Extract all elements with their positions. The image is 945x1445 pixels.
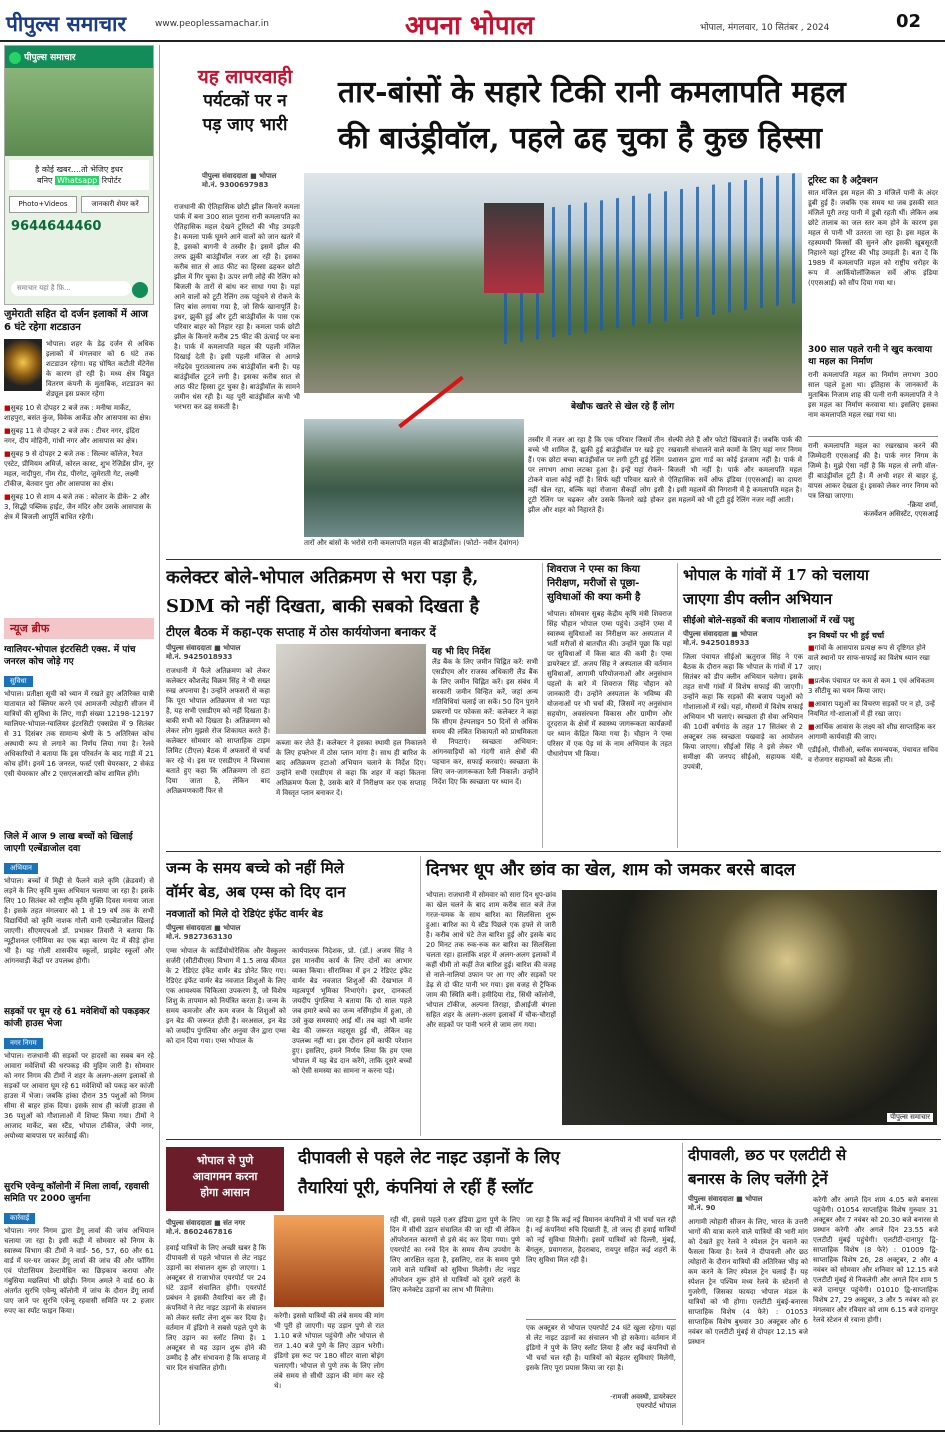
instructions-heading: यह भी दिए निर्देश bbox=[432, 647, 491, 657]
sidebar: टूरिस्ट का है अट्रैक्शन सात मंजिल इस महल की 3 मंजिलें पानी के अंदर डूबी हुई हैं। जबकि एक समय था जब इसकी सात मंजिलें पूरी तरह पानी में डूबी रहती थीं। लेकिन अब छोटे तालाब का जल स्तर कम होने के कारण इस महल से पानी भी उतरता जा रहा है। इस महल के रहस्यमयी किस्सों की सुनने और इसकी खूबसूरती निहारने यहां टूरिस्ट की भीड़ उमड़ती है। बता दें कि 1989 में कमलापति महल को राष्ट्रीय धरोहर के रूप में आर्कियोलॉजिकल सर्वे ऑफ इंडिया (एएसआई) को सौंप दिया गया था। 300 साल पहले रानी ने खुद करवाया था महल का निर्माण रानी कमलापति महल का निर्माण लगभग 300 साल पहले हुआ था। इतिहास के जानकारों के मुताबिक निजाम शाह की पत्नी रानी कमलापति ने ने इस महल का निर्माण करवाया था। इसलिए इसका नाम कमलापति महल रखा गया था। रानी कमलापति महल का रखरखाव करने की जिम्मेदारी एएसआई की है। पार्क नगर निगम के जिम्मे है। मुझे ऐसा नहीं है कि महल से लगी वॉल- ही बाउंड्रीवॉल टूटी है। मैं अभी शहर से बाहर हूं, वापस आकर देखता हूं। इसको लेकर नगर निगम को पत्र लिखा जाएगा। -क्रिया शर्मा, कंजर्वेशन असिस्टेंट, एएसआई bbox=[808, 176, 938, 518]
clean-deck: सीईओ बोले-सड़कों की बजाय गोशालाओं में रखें पशु bbox=[683, 616, 855, 626]
airplane-photo bbox=[274, 1215, 384, 1307]
brief-text: भोपाल। बच्चों में मिट्टी से फैलने वाले कृमि (क्रेडवर्म) से लड़ने के लिए कृमि मुक्त अभियान चलाया जा रहा है। इसके लिए 10 सितंबर को राष्ट्रीय कृमि मुक्ति दिवस मनाया जाता है। इसके तहत मंगलवार को 1 से 19 वर्ष तक के सभी विद्यार्थियों को कृमि नाशक गोली यानी एल्बेंडाजोल खिलाई जाएगी। सीएमएचओ डॉ. प्रभाकर तिवारी ने बताया कि न्यूट्रीशनल एनीमिया का एक बड़ा कारण पेट में कीड़े होना भी है। यह गोली शासकीय स्कूलों, प्राइवेट स्कूलों और आंगनवाड़ी केंद्रों पर उपलब्ध होगी। bbox=[4, 877, 154, 965]
kamlapati-col3: सेल्फी लेते हैं और फोटो खिंचवाते हैं। जबकि पार्क की रखवाली संभालने वाले कामों के लिए यहां नगर निगम प्रशासन द्वारा गार्ड का कोई इंतजाम नहीं है। पार्क में बिजली भी नहीं है। पार्क और कमलापति महल ऐतिहासिक सर्वे ऑफ इंडिया (एएसआई) का दायरा है। इसी महलमें की निगरानी में है कमलापति महल है। इस महलमें को भी टूटी हुई रेलिंग नजर नहीं आती। bbox=[668, 436, 802, 504]
quote-box: रानी कमलापति महल का रखरखाव करने की जिम्मेदारी एएसआई की है। पार्क नगर निगम के जिम्मे है। मुझे ऐसा नहीं है कि महल से लगी वॉल- ही बाउंड्रीवॉल टूटी है। मैं अभी शहर से बाहर हूं, वापस आकर देखता हूं। इसको लेकर नगर निगम को पत्र लिखा जाएगा। -क्रिया शर्मा, कंजर्वेशन असिस्टेंट, एएसआई bbox=[808, 436, 938, 519]
warmer-bed-article: जन्म के समय बच्चे को नहीं मिले वॉर्मर बेड, अब एम्स को दिए दान नवजातों को मिले दो रेडिएंट इंफेंट वार्मर बेड पीपुल्स संवाददाता ■ भोपाल मो.नं. 9827363130 एम्स भोपाल के कार्डियोथोरेसिक और वैस्कुलर सर्जरी (सीटीवीएस) विभाग में 1.5 लाख कीमत के 2 रेडिएंट इंफेंट वार्मर बेड डोनेट किए गए। रेडिएंट इंफेंट वार्मर बेड नवजात शिशुओं के लिए एक आवश्यक चिकित्सा उपकरण है, जो विशेष शिशु के तापमान को नियंत्रित करता है। जन्म के समय कमजोर और कम वजन के शिशुओं को इन बेड की जरूरत होती है। वरअसल, इन बेड को जयदीप पुंगलिया और अनुवा जैन द्वारा एम्स को दान दिया गया। एम्स भोपाल के कार्यपालक निदेशक, प्रो. (डॉ.) अजय सिंह ने इस मानवीय कार्य के लिए दोनों का आभार व्यक्त किया। सीरामिका में इन 2 रेडिएंट इंफेंट वार्मर बेड नवजात शिशुओं की देखभाल में महत्वपूर्ण भूमिका निभाएंगे। इधर, दानकर्ता जयदीप पुंगलिया ने बताया कि दो साल पहले जब हमारे बच्चे का जन्म नर्सिंगहोम में हुआ, तो उसे कुछ समस्याएं आई थीं। तब वहां भी वार्मर बेड की जरूरत महसूस हुई थी, लेकिन वह उपलब्ध नहीं था। इस दौरान हमें काफी परेशान हुए। इसलिए, हमने निर्णय लिया कि हम एम्स भोपाल में यह बेड दान करेंगे, ताकि दूसरे बच्चों को ऐसी समस्या का सामना न करना पड़े। bbox=[166, 856, 416, 1136]
news-brief-column bbox=[4, 618, 154, 1426]
photo-credit: पीपुल्स समाचार bbox=[887, 1113, 933, 1122]
byline: पीपुल्स संवाददाता ■ भोपाल bbox=[166, 644, 241, 652]
masthead bbox=[0, 0, 945, 42]
promo-photo bbox=[5, 68, 153, 156]
warmer-headline: जन्म के समय बच्चे को नहीं मिले वॉर्मर बेड, अब एम्स को दिए दान bbox=[166, 859, 346, 901]
collector-deck: टीएल बैठक में कहा-एक सप्ताह में ठोस कार्ययोजना बनाकर दें bbox=[166, 625, 436, 639]
clean-point: ■ आर्थिक आवास के लक्ष्य को शीघ्र साप्ताहिक कर आगामी कार्यवाही की जाए। bbox=[808, 722, 938, 742]
railing bbox=[504, 173, 802, 344]
masthead-url[interactable]: www.peoplessamachar.in bbox=[155, 19, 269, 29]
brief-headline: सड़कों पर घूम रहे 61 मवेशियों को पकड़कर कांजी हाउस भेजा bbox=[4, 1007, 150, 1029]
trains-headline: दीपावली, छठ पर एलटीटी से बनारस के लिए चलेंगी ट्रेनें bbox=[688, 1146, 847, 1188]
power-shutdown-article bbox=[4, 308, 154, 614]
shutdown-item: ■ सुबह 10 से दोपहर 2 बजे तक : मनीषा मार्केट, शाहपुरा, बसंत कुंज, विवेक आर्केड और आसपास का क्षेत्र। bbox=[4, 403, 154, 423]
clean-point: ■ प्रत्येक पंचायत पर कम से कम 1 एवं अधिकतम 3 सीटीयू का चयन किया जाए। bbox=[808, 676, 938, 696]
trains-article: दीपावली, छठ पर एलटीटी से बनारस के लिए चलेंगी ट्रेनें पीपुल्स संवाददाता ■ भोपाल मो.नं. 90 आगामी त्योहारी सीजन के लिए, भारत के उत्तरी भागों की यात्रा करने वाले यात्रियों की भारी मांग को देखते हुए रेलवे ने स्पेशल ट्रेन चलाने का फैसला किया है। रेलवे ने दीपावली और छठ त्योहारों के दौरान यात्रियों की अतिरिक्त भीड़ को कम करने के लिए स्पेशल ट्रेन चलाई हैं। यह स्पेशल ट्रेन पश्चिम मध्य रेलवे के स्टेशनों से गुजरेगी, जिसका फायदा भोपाल मंडल के यात्रियों को भी होगा। एलटीटी मुंबई-बनारस साप्ताहिक विशेष (4 फेरे) : 01053 साप्ताहिक विशेष बुधवार 30 अक्टूबर और 6 नवंबर को एलटीटी मुंबई से दोपहर 12.15 बजे प्रस्थान करेगी और अगले दिन शाम 4.05 बजे बनारस पहुंचेगी। 01054 साप्ताहिक विशेष गुरुवार 31 अक्टूबर और 7 नवंबर को 20.30 बजे बनारस से प्रस्थान करेगी और अगले दिन 23.55 बजे एलटीटी मुंबई पहुंचेगी। एलटीटी-दानापुर द्वि-साप्ताहिक विशेष (8 फेरे) : 01009 द्वि-साप्ताहिक विशेष 26, 28 अक्टूबर, 2 और 4 नवंबर को सोमवार और शनिवार को 12.15 बजे एलटीटी मुंबई से निकलेगी और अगले दिन शाम 5 बजे दानापुर पहुंचेगी। 01010 द्वि-साप्ताहिक विशेष 27, 29 अक्टूबर, 3 और 5 नवंबर को हर मंगलवार और रविवार को शाम 6.15 बजे दानापुर रेलवे स्टेशन से रवाना होगी। bbox=[682, 1143, 941, 1425]
brief-tag: सुविधा bbox=[4, 676, 33, 687]
page-number: 02 bbox=[896, 11, 922, 32]
trains-col1: आगामी त्योहारी सीजन के लिए, भारत के उत्तरी भागों की यात्रा करने वाले यात्रियों की भारी मांग को देखते हुए रेलवे ने स्पेशल ट्रेन चलाने का फैसला किया है। रेलवे ने दीपावली और छठ त्योहारों के दौरान यात्रियों की अतिरिक्त भीड़ को कम करने के लिए स्पेशल ट्रेन चलाई हैं। यह स्पेशल ट्रेन पश्चिम मध्य रेलवे के स्टेशनों से गुजरेगी, जिसका फायदा भोपाल मंडल के यात्रियों को भी होगा। एलटीटी मुंबई-बनारस साप्ताहिक विशेष (4 फेरे) : 01053 साप्ताहिक विशेष बुधवार 30 अक्टूबर और 6 नवंबर को एलटीटी मुंबई से दोपहर 12.15 बजे प्रस्थान bbox=[688, 1218, 808, 1346]
warmer-col2: कार्यपालक निदेशक, प्रो. (डॉ.) अजय सिंह ने इस मानवीय कार्य के लिए दोनों का आभार व्यक्त किया। सीरामिका में इन 2 रेडिएंट इंफेंट वार्मर बेड नवजात शिशुओं की देखभाल में महत्वपूर्ण भूमिका निभाएंगे। इधर, दानकर्ता जयदीप पुंगलिया ने बताया कि दो साल पहले जब हमारे बच्चे का जन्म नर्सिंगहोम में हुआ, तो उसे कुछ समस्याएं आई थीं। तब वहां भी वार्मर बेड की जरूरत महसूस हुई थी, लेकिन वह उपलब्ध नहीं था। इस दौरान हमें काफी परेशान हुए। इसलिए, हमने निर्णय लिया कि हम एम्स भोपाल में यह बेड दान करेंगे, ताकि दूसरे बच्चों को ऐसी समस्या का सामना न करना पड़े। bbox=[292, 947, 412, 1075]
rain-article bbox=[420, 856, 941, 1136]
meeting-photo bbox=[276, 644, 426, 734]
masthead-logo: पीपुल्स समाचार bbox=[6, 11, 127, 36]
brief-tag: अभियान bbox=[4, 863, 38, 874]
news-brief-label: न्यूज ब्रीफ bbox=[4, 618, 154, 639]
aiims-text: भोपाल। सोमवार सुबह केंद्रीय कृषि मंत्री शिवराज सिंह चौहान भोपाल एम्स पहुंचे। उन्होंने एम्स में स्वास्थ्य सुविधाओं का निरीक्षण कर अस्पताल में भर्ती मरीजों से बातचीत की। उन्होंने पूछा कि यहां पर सुविधाओं में किस बात की कमी है। एम्स डायरेक्टर डॉ. अजय सिंह ने अस्पताल की वर्तमान सुविधाओं, आगामी परियोजनाओं और अनुसंधान पहलों के बारे में शिवराज सिंह चौहान को जानकारी दी। उन्होंने अस्पताल के भविष्य की योजनाओं पर भी चर्चा की, जिसमें नए अनुसंधान सहयोग, अवसंरचना विकास और ग्रामीण और दूरदराज के क्षेत्रों में स्वास्थ्य जागरूकता कार्यक्रमों पर ध्यान केंद्रित किया गया है। चौहान ने एम्स परिसर में एक पेड़ मां के नाम अभियान के तहत पौधारोपण भी किया। bbox=[547, 610, 672, 758]
kicker: यह लापरवाही पर्यटकों पर न पड़ जाए भारी bbox=[197, 66, 293, 135]
phone-header: पीपुल्स समाचार bbox=[5, 46, 153, 68]
collector-col1: राजधानी में फैले अतिक्रमण को लेकर कलेक्टर कौशलेंद्र विक्रम सिंह ने भी सख्त रुख अपनाया है। उन्होंने अफसरों से कहा कि पूरा भोपाल अतिक्रमण से भरा पड़ा है, यह सभी एसडीएम को नहीं दिखता है। बाकी सभी को दिखता है। अतिक्रमण को लेकर लोग मुझसे रोज शिकायत करते हैं। कलेक्टर सोमवार को साप्ताहिक टाइम लिमिट (टीएल) बैठक में अफसरों से चर्चा कर रहे थे। इस पर एसडीएम ने विश्वास बताते हुए कहा कि अतिक्रमण तो हटा दिया जाता है, लेकिन बाद अतिक्रमणकारी फिर से bbox=[166, 667, 270, 795]
whatsapp-icon bbox=[9, 52, 21, 64]
shutdown-item: ■ सुबह 9 से दोपहर 2 बजे तक : सिल्वर कॉलेज, रैयत एस्टेट, प्रीमियम अमिर्ज, कोरल कास्ट, शुभ रेजिडेंस प्रीन, नूर महल, नादीपुरा, नीम रोड, पीरगेट, जुमेराती गेट, लक्ष्मी टॉकीज, बेतवार पुरा और आसपास का क्षेत्र। bbox=[4, 449, 154, 489]
instructions-text: लैंड बैंक के लिए जमीन चिह्नित करें: सभी एसडीएम और राजस्व अधिकारी लैंड बैंक के लिए जमीन चिह्नित करें। इस संबंध में सरकारी जमीन विन्हित करें, जहां अन्य गतिविधियां चलाई जा सकें। 50 दिन पुराने प्रकरणों पर फोकस करें: कलेक्टर ने कहा कि सीएम हेल्पलाइन 50 दिनों से अधिक समय की लंबित शिकायतों को प्राथमिकता से निपटाएं। स्वच्छता अभियान: आंगनवाड़ियों को गंदगी वाले क्षेत्रों की पहचान कर, सफाई करवाएं। स्वच्छता के लिए जन-जागरूकता रैली निकालें। उन्होंने निर्देश दिए कि स्वच्छता पर ध्यान दें। bbox=[432, 658, 538, 786]
brief-text: भोपाल। नगर निगम द्वारा डेंगू लार्वा की जांच अभियान चलाया जा रहा है। इसी कड़ी में सोमवार को निगम के स्वास्थ्य विभाग की टीमों ने वार्ड- 56, 57, 60 और 61 वार्ड में घर-घर जाकर डेंगू लार्वा की जांच की और फॉगिंग एवं पोटासियम डेल्टामेथ्रिन का छिड़काव कराया और गंबुसिया मछलियां भी छोड़ी। निगम अमले ने वार्ड 60 के अंतर्गत सुरभि एवेन्यू कॉलोनी में जांच के दौरान डेंगू लार्वा पाए जाने पर सुरभि एवेन्यू रहवासी समिति पर 2 हजार रुपए का स्पॉट फाइन किया। bbox=[4, 1227, 154, 1315]
aiims-headline: शिवराज ने एम्स का किया निरीक्षण, मरीजों से पूछा-सुविधाओं की क्या कमी है bbox=[547, 564, 641, 603]
brief-tag: कार्रवाई bbox=[4, 1213, 35, 1224]
lake-photo bbox=[304, 419, 524, 537]
brief-headline: जिले में आज 9 लाख बच्चों को खिलाई जाएगी एल्बेंडाजोल दवा bbox=[4, 832, 133, 854]
brief-tag: नगर निगम bbox=[4, 1038, 43, 1049]
promo-text: है कोई खबर....तो भेजिए इधर बनिए Whatsapp रिपोर्टर bbox=[9, 160, 149, 190]
clean-headline: भोपाल के गांवों में 17 को चलाया जाएगा डीप क्लीन अभियान bbox=[683, 566, 869, 608]
flights-col4: जा रहा है कि कई नई विमानन कंपनियों ने भी चर्चा चल रही है। नई कंपनियां रुचि दिखाती हैं, तो जल्द ही हवाई यात्रियों को नई सुविधा मिलेगी। इसमें यात्रियों को दिल्ली, मुंबई, बेंगलुरु, प्रयागराज, हैदराबाद, रायपुर सहित कई शहरों के लिए सुविधा मिल रही है। bbox=[526, 1216, 676, 1264]
collector-headline: कलेक्टर बोले-भोपाल अतिक्रमण से भरा पड़ा है, SDM को नहीं दिखता, बाकी सबको दिखता है bbox=[166, 567, 480, 617]
quote-box: एक अक्टूबर से भोपाल एयरपोर्ट 24 घंटे खुला रहेगा। यहां से लेट नाइट उड़ानों का संचालन भी हो सकेगा। वर्तमान में इंडिगो ने पुणे के लिए स्लॉट लिया है और कई कंपनियों से भी चर्चा चल रही है। यात्रियों को बेहतर सुविधाएं मिलेंगी, इसके लिए पूरा प्रयास किया जा रहा है। -रामजी अवस्थी, डायरेक्टर एयरपोर्ट भोपाल bbox=[526, 1319, 676, 1411]
rain-headline: दिनभर धूप और छांव का खेल, शाम को जमकर बरसे बादल bbox=[426, 860, 796, 880]
brief-text: भोपाल। राजधानी की सड़कों पर हादसों का सबब बन रहे आवारा मवेशियों की धरपकड़ की मुहिम जारी है। सोमवार को नगर निगम की टीमों ने शहर के अलग-अलग इलाकों से सड़कों पर आवारा घूम रहे 61 मवेशियों को पकड़ कर कांजी हाउस में भेजा। जबकि हांका दौरान 35 पशुओं को निगम सीमा से बाहर हांक दिया। इसके साथ ही कांजी हाउस से 36 पशुओं को गौशालाओं में शिफ्ट किया गया। टीमों ने आजाद मार्केट, बस स्टैंड, भोपाल टॉकीज, जेपी नगर, अयोध्या बायपास पर कार्रवाई की। bbox=[4, 1052, 154, 1140]
trains-col2: करेगी और अगले दिन शाम 4.05 बजे बनारस पहुंचेगी। 01054 साप्ताहिक विशेष गुरुवार 31 अक्टूबर और 7 नवंबर को 20.30 बजे बनारस से प्रस्थान करेगी और अगले दिन 23.55 बजे एलटीटी मुंबई पहुंचेगी। एलटीटी-दानापुर द्वि-साप्ताहिक विशेष (8 फेरे) : 01009 द्वि-साप्ताहिक विशेष 26, 28 अक्टूबर, 2 और 4 नवंबर को सोमवार और शनिवार को 12.15 बजे एलटीटी मुंबई से निकलेगी और अगले दिन शाम 5 बजे दानापुर पहुंचेगी। 01010 द्वि-साप्ताहिक विशेष 27, 29 अक्टूबर, 3 और 5 नवंबर को हर मंगलवार और रविवार को शाम 6.15 बजे दानापुर रेलवे स्टेशन से रवाना होगी। bbox=[813, 1196, 938, 1324]
rain-text: भोपाल। राजधानी में सोमवार को सारा दिन धूप-छांव का खेल चलने के बाद शाम करीब सात बजे तेज गरज-चमक के साथ बारिश का सिलसिला शुरू हुआ। बारिश का ये स्टैंड पिछले एक हफ्ते से जारी है। करीब आधे घंटे तेज बारिश हुई और इसके बाद 20 मिनट तक रुक-रुक कर बारिश का सिलसिला चलता रहा। हालांकि शहर में अलग-अलग इलाकों में कहीं धीमी तो कहीं तेज बारिश हुई। बारिश की वजह से नाले-नालियां उफान पर आ गए और सड़कों पर डेढ़ से दो फीट पानी भर गया। इस वजह से ट्रैफिक जाम की स्थिति बनी। हमीदिया रोड, सिंधी कॉलोनी, भोपाल टॉकीज, अल्पना तिराहा, डीआईजी बंगला सहित शहर के अलग-अलग इलाकों में चौक-चौराहों और सड़कों पर पानी भरने से जाम लग गया। bbox=[426, 891, 556, 1029]
photo-caption: बेखौफ खतरे से खेल रहे हैं लोग bbox=[571, 402, 675, 412]
photo-videos-button[interactable]: Photo+Videos bbox=[9, 196, 77, 213]
shutdown-item: ■ सुबह 11 से दोपहर 2 बजे तक : टीचर नगर, इंद्रिरा नगर, दीप मोहिनी, गांधी नगर और आसपास का क्षेत्र। bbox=[4, 426, 154, 446]
mic-icon[interactable] bbox=[132, 282, 148, 298]
kamlapati-article bbox=[166, 45, 941, 557]
byline: पीपुल्स संवाददाता ■ भोपाल मो.नं. 9300697983 bbox=[202, 172, 277, 189]
clean-point: ■ आवारा पशुओं का विचरण सड़कों पर न हो, उन्हें नियमित गो-शालाओं में ही रखा जाए। bbox=[808, 699, 938, 719]
brief-headline: ग्वालियर-भोपाल इंटरसिटी एक्स. में पांच जनरल कोच जोड़े गए bbox=[4, 645, 136, 667]
kicker: भोपाल से पुणे आवागमन करना होगा आसान bbox=[166, 1147, 284, 1211]
kamlapati-col1: राजधानी की ऐतिहासिक छोटी झील किनारे कमला पार्क में बना 300 साल पुराना रानी कमलापति का ऐतिहासिक महल देखने टूरिस्टों की भीड़ उमड़ती है। कमला पार्क घूमने आने वालों को जान खतरे में है, इसको बागनी ये तस्वीर है। इसमें झील की तरफ झुकी बाउंड्रीवॉल नजर आ रही है। इसका करीब सात से आठ फीट का हिस्सा ढहकर छोटी झील में गिर चुका है। ऊपर लगी लोहे की रेलिंग को बिजली के तारों से बांध कर साधा गया है। यहां आने वालों को टूटी रेलिंग तक पहुंचने से रोकने के लिए बांस लगाया गया है, जो सिर्फ खानापूर्ति है। इधर, झुकी हुई और टूटी बाउंड्रीवॉल के पास एक परिवार बाहर को निहार रहा है। कमला पार्क छोटी झील के किनारे करीब 25 फीट की ऊंचाई पर बना है। पार्क में कमलापति महल की पहली मंजिल दिखाई देती है। इसी पहली मंजिल से आगन्ने नरेंद्रदेव पुरातत्वालय तक बाउंड्रीवॉल बनी है। यह बाउंड्रीवॉल टूटने लगी है। इसका करीब सात से आठ फीट हिस्सा टूट चुका है। बाउंड्रीवॉल के सामने जमीन धंस रही है। यह पूरी बाउंड्रीवॉल कभी भी भरभरा कर ढह सकती है। bbox=[174, 203, 300, 411]
collector-article: कलेक्टर बोले-भोपाल अतिक्रमण से भरा पड़ा है, SDM को नहीं दिखता, बाकी सबको दिखता है टीएल बैठक में कहा-एक सप्ताह में ठोस कार्ययोजना बनाकर दें पीपुल्स संवाददाता ■ भोपाल मो.नं. 9425018933 राजधानी में फैले अतिक्रमण को लेकर कलेक्टर कौशलेंद्र विक्रम सिंह ने भी सख्त रुख अपनाया है। उन्होंने अफसरों से कहा कि पूरा भोपाल अतिक्रमण से भरा पड़ा है, यह सभी एसडीएम को नहीं दिखता है। बाकी सभी को दिखता है। अतिक्रमण को लेकर लोग मुझसे रोज शिकायत करते हैं। कलेक्टर सोमवार को साप्ताहिक टाइम लिमिट (टीएल) बैठक में अफसरों से चर्चा कर रहे थे। इस पर एसडीएम ने विश्वास बताते हुए कहा कि अतिक्रमण तो हटा दिया जाता है, लेकिन बाद अतिक्रमणकारी फिर से कब्जा कर लेते हैं। कलेक्टर ने इसका स्थायी हल निकालने के लिए हफ्तेभर में ठोस प्लान मांगा है। साथ ही बारिश के बाद अतिक्रमण हटाओ अभियान चलाने के निर्देश दिए। उन्होंने सभी एसडीएम से कहा कि शहर में कहां कितना अतिक्रमण फैला है, उसके बारे में निरीक्षण कर एक सप्ताह में विस्तृत प्लान बनाकर दें। यह भी दिए निर्देश लैंड बैंक के लिए जमीन चिह्नित करें: सभी एसडीएम और राजस्व अधिकारी लैंड बैंक के लिए जमीन चिह्नित करें। इस संबंध में सरकारी जमीन विन्हित करें, जहां अन्य गतिविधियां चलाई जा सकें। 50 दिन पुराने प्रकरणों पर फोकस करें: कलेक्टर ने कहा कि सीएम हेल्पलाइन 50 दिनों से अधिक समय की लंबित शिकायतों को प्राथमिकता से निपटाएं। स्वच्छता अभियान: आंगनवाड़ियों को गंदगी वाले क्षेत्रों की पहचान कर, सफाई करवाएं। स्वच्छता के लिए जन-जागरूकता रैली निकालें। उन्होंने निर्देश दिए कि स्वच्छता पर ध्यान दें। bbox=[166, 563, 538, 848]
aiims-article bbox=[542, 563, 672, 848]
boundary-wall-photo bbox=[304, 173, 802, 393]
chat-input[interactable]: समाचार यहां है फ़ि... bbox=[11, 281, 131, 296]
shutdown-item: ■ सुबह 10 से शाम 4 बजे तक : कोलार के डीके- 2 और 3, सिद्धी पब्लिक हाईट, जैन मंदिर और उसके आसपास के क्षेत्र में बिजली आपूर्ति बाधित रहेगी। bbox=[4, 492, 154, 522]
power-headline: जुमेराती सहित दो दर्जन इलाकों में आज 6 घंटे रहेगा शटडाउन bbox=[4, 309, 148, 333]
flights-col2: करेगी। इससे यात्रियों की लंबे समय की मांग भी पूरी हो जाएगी। यह उड़ान पुणे से रात 1.10 बजे भोपाल पहुंचेगी और भोपाल से रात 1.40 बजे पुणे के लिए उड़ान भरेगी। इंडिगो इस रूट पर 180 सीटर वाला बोइंग चलाएगी। भोपाल से पुणे तक के लिए लोग लंबे समय से सीधी उड़ान की मांग कर रहे थे। bbox=[274, 1312, 384, 1390]
people bbox=[484, 203, 544, 293]
share-info-button[interactable]: जानकारी शेयर करें bbox=[81, 196, 149, 213]
kamlapati-col2: तस्वीर में नजर आ रहा है कि एक परिवार जिसमें तीन बच्चे भी शामिल हैं, झुकी हुई बाउंड्रीवॉल पर खड़े हुए हैं। एक छोटा बच्चा बाउंड्रीवॉल पर लगी टूटी हुई रेलिंग पर लगभग आधा लटका हुआ है। इन्हें यहां रोकने-टोकने वाला कोई नहीं है। सिर्फ यही परिवार खतरे से नहीं खेल रहा, बल्कि यहां रोजाना सैकड़ों लोग इसी टूटी रेलिंग पर चढ़कर और उसके किनारे खड़े होकर झील और शहर को निहारते हैं। bbox=[528, 436, 664, 514]
flights-col1: हवाई यात्रियों के लिए अच्छी खबर है कि दीपावली से पहले भोपाल से लेट नाइट उड़ानों का संचालन शुरू हो जाएगा। 1 अक्टूबर से राजाभोज एयरपोर्ट पर 24 घंटे उड़ानें संचालित होंगी। एयरपोर्ट प्रबंधन ने इसकी तैयारियां कर ली हैं। कंपनियों ने लेट नाइट उड़ानों के संचालन को लेकर स्लॉट लेना शुरू कर दिया है। वर्तमान में इंडिगो ने सबसे पहले पुणे के लिए उड़ान का स्लॉट लिया है। 1 अक्टूबर से यह उड़ान शुरू होने की उम्मीद है और संभावना है कि सप्ताह में चार दिन संचालित होगी। bbox=[166, 1244, 266, 1372]
section-title: अपना भोपाल bbox=[405, 11, 534, 41]
warmer-col1: एम्स भोपाल के कार्डियोथोरेसिक और वैस्कुलर सर्जरी (सीटीवीएस) विभाग में 1.5 लाख कीमत के 2 रेडिएंट इंफेंट वार्मर बेड डोनेट किए गए। रेडिएंट इंफेंट वार्मर बेड नवजात शिशुओं के लिए एक आवश्यक चिकित्सा उपकरण है, जो विशेष शिशु के तापमान को नियंत्रित करता है। जन्म के समय कमजोर और कम वजन के शिशुओं को इन बेड की जरूरत होती है। वरअसल, इन बेड को जयदीप पुंगलिया और अनुवा जैन द्वारा एम्स को दान दिया गया। एम्स भोपाल के bbox=[166, 947, 286, 1045]
brief-headline: सुरभि एवेन्यू कॉलोनी में मिला लार्वा, रहवासी समिति पर 2000 जुर्माना bbox=[4, 1182, 150, 1204]
collector-col2: कब्जा कर लेते हैं। कलेक्टर ने इसका स्थायी हल निकालने के लिए हफ्तेभर में ठोस प्लान मांगा है। साथ ही बारिश के बाद अतिक्रमण हटाओ अभियान चलाने के निर्देश दिए। उन्होंने सभी एसडीएम से कहा कि शहर में कहां कितना अतिक्रमण फैला है, उसके बारे में निरीक्षण कर एक सप्ताह में विस्तृत प्लान बनाकर दें। bbox=[276, 739, 426, 797]
flights-article bbox=[166, 1143, 678, 1425]
byline: पीपुल्स संवाददाता ■ संत नगर मो.नं. 8602467816 bbox=[166, 1219, 245, 1236]
power-lead: भोपाल। शहर के डेढ़ दर्जन से अधिक इलाकों में मंगलवार को 6 घंटे तक शटडाउन रहेगा। यह घोषित कटौती मेंटेनेंस के कारण हो रही है। मध्य क्षेत्र विद्युत वितरण कंपनी के मुताबिक, शटडाउन का शेड्यूल इस प्रकार रहेगा bbox=[46, 340, 154, 398]
whatsapp-phone-number[interactable]: 9644644460 bbox=[11, 218, 102, 234]
flights-col3: रही थी, इससे पहले एअर इंडिया द्वारा पुणे के लिए दिन में सीधी उड़ान संचालित की जा रही थी लेकिन ऑपरेशनल कारणों से इसे बंद कर दिया गया। पुणे एयरपोर्ट का रनवे दिन के समय सैन्य उपयोग के लिए आरक्षित रहता है, इसलिए, रात के समय पुणे जाने वाले यात्रियों को सुविधा मिलेगी। लेट नाइट ऑपरेशन शुरू होने से यात्रियों को दूसरे शहरों के लिए कनेक्टेड उड़ानों का लाभ भी मिलेगा। bbox=[390, 1216, 520, 1294]
flights-headline: दीपावली से पहले लेट नाइट उड़ानों के लिए तैयारियां पूरी, कंपनियां ले रहीं हैं स्लॉट bbox=[298, 1148, 560, 1198]
bulb-icon bbox=[4, 339, 42, 391]
clean-text: जिला पंचायत सीईओ ऋतुराज सिंह ने एक बैठक के दौरान कहा कि भोपाल के गांवों में 17 सितंबर को डीप क्लीन अभियान चलेगा। इसके तहत सभी गांवों में विशेष सफाई की जाएगी। उन्होंने कहा कि सड़कों की बजाय पशुओं को गोशालाओं में रखें। यहां, मौसमों में विशेष सफाई अभियान भी चलाएं। स्वच्छता ही सेवा अभियान की 10वीं वर्षगांठ के तहत 17 सितंबर से 2 अक्टूबर तक स्वच्छता पखवाड़े का आयोजन किया जाएगा। सीईओ सिंह ने इसे लेकर भी समीक्षा की जनपद सीईओ, सहायक यंत्री, उपयंत्री, bbox=[683, 653, 803, 771]
dateline: भोपाल, मंगलवार, 10 सितंबर , 2024 bbox=[700, 23, 830, 33]
kamlapati-headline: तार-बांसों के सहारे टिकी रानी कमलापति महल की बाउंड्रीवॉल, पहले ढह चुका है कुछ हिस्सा bbox=[338, 75, 846, 156]
photo-caption-2: तारों और बांसों के भरोसे रानी कमलापति महल की बाउंड्रीवॉल। (फोटो- नवीन देवांगन) bbox=[304, 539, 519, 547]
brief-text: भोपाल। प्रतीक्षा सूची को ध्यान में रखते हुए अतिरिक्त यात्री यातायात को क्लियर करने एवं आमजनी त्योहारी सीजन में यात्रियों की सुविधा के लिए, गाड़ी संख्या 12198-12197 ग्वालियर-भोपाल-ग्वालियर इंटरसिटी एक्सप्रेस में 9 सितंबर से 31 दिसंबर तक सामान्य श्रेणी के 5 अतिरिक्त कोच अस्थायी रूप से लगाने का निर्णय लिया गया है। रेलवे अधिकारियों ने बताया कि इस परिवर्तन के बाद गाड़ी में 21 कोच होंगे। इनमें 16 जनरल, फर्स्ट एसी चेयरकार, 2 सेकंड एसी चेयरकार और 2 एसएलआरडी कोच शामिल होंगे। bbox=[4, 690, 154, 778]
whatsapp-promo bbox=[4, 45, 154, 305]
rain-photo bbox=[562, 890, 937, 1125]
warmer-deck: नवजातों को मिले दो रेडिएंट इंफेंट वार्मर बेड bbox=[166, 909, 323, 920]
clean-point: ■ गांवों के आसपास प्रत्यक्ष रूप से दृष्टिगत होने वाले स्थानों पर साफ-सफाई का विशेष ध्यान रखा जाए। bbox=[808, 643, 938, 673]
deep-clean-article: भोपाल के गांवों में 17 को चलाया जाएगा डीप क्लीन अभियान सीईओ बोले-सड़कों की बजाय गोशालाओं में रखें पशु पीपुल्स संवाददाता ■ भोपाल मो.नं. 9425018933 जिला पंचायत सीईओ ऋतुराज सिंह ने एक बैठक के दौरान कहा कि भोपाल के गांवों में 17 सितंबर को डीप क्लीन अभियान चलेगा। इसके तहत सभी गांवों में विशेष सफाई की जाएगी। उन्होंने कहा कि सड़कों की बजाय पशुओं को गोशालाओं में रखें। यहां, मौसमों में विशेष सफाई अभियान भी चलाएं। स्वच्छता ही सेवा अभियान की 10वीं वर्षगांठ के तहत 17 सितंबर से 2 अक्टूबर तक स्वच्छता पखवाड़े का आयोजन किया जाएगा। सीईओ सिंह ने इसे लेकर भी समीक्षा की जनपद सीईओ, सहायक यंत्री, उपयंत्री, इन विषयों पर भी हुई चर्चा ■ गांवों के आसपास प्रत्यक्ष रूप से दृष्टिगत होने वाले स्थानों पर साफ-सफाई का विशेष ध्यान रखा जाए। ■ प्रत्येक पंचायत पर कम से कम 1 एवं अधिकतम 3 सीटीयू का चयन किया जाए। ■ आवारा पशुओं का विचरण सड़कों पर न हो, उन्हें नियमित गो-शालाओं में ही रखा जाए। ■ आर्थिक आवास के लक्ष्य को शीघ्र साप्ताहिक कर आगामी कार्यवाही की जाए। एडीईओ, पीसीओ, ब्लॉक समन्वयक, पंचायत सचिव व रोजगार सहायकों को बैठक ली। bbox=[677, 563, 941, 848]
